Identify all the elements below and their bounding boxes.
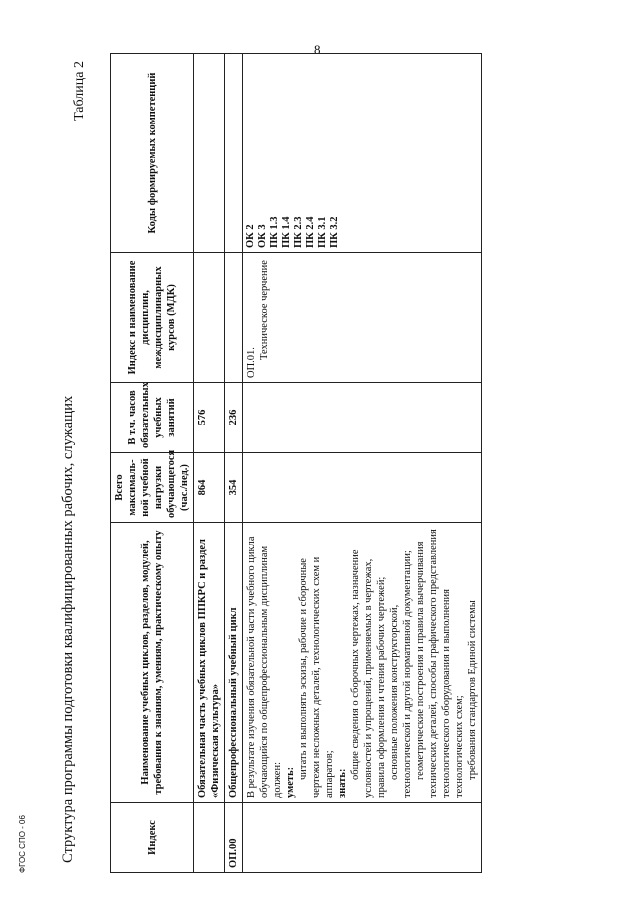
page-number: 8 xyxy=(314,42,321,57)
discipline-name: Техническое черчение xyxy=(259,260,270,360)
cell-discipline xyxy=(243,253,482,383)
document-title: Структура программы подготовки квалифицированных рабочих, служащих xyxy=(60,395,76,863)
competency-code: ПК 1.4 xyxy=(281,216,292,248)
table-row xyxy=(243,54,482,873)
requirements-intro: В результате изучения обязательной части учебного цикла обучающийся по общепрофессиональным дисциплинам должен: xyxy=(246,536,283,798)
cell-max-load: 354 xyxy=(225,453,243,523)
structure-table xyxy=(110,53,482,873)
discipline-code: ОП.01. xyxy=(246,347,257,378)
cell-required: 236 xyxy=(225,383,243,453)
competency-code: ПК 1.3 xyxy=(269,216,280,248)
competency-code: ПК 3.1 xyxy=(317,216,328,248)
cell-index xyxy=(194,803,225,873)
cell-required: 576 xyxy=(194,383,225,453)
cell-max-load: 864 xyxy=(194,453,225,523)
competency-code: ПК 2.4 xyxy=(305,216,316,248)
header-max-load: Всего максималь-ной учебной нагрузки обучающегося (час./нед.) xyxy=(111,453,194,523)
competency-code: ОК 2 xyxy=(245,224,256,248)
header-competencies: Коды формируемых компетенций xyxy=(111,54,194,253)
competency-code: ОК 3 xyxy=(257,224,268,248)
umet-label: уметь: xyxy=(285,766,296,798)
umet-item: читать и выполнять эскизы, рабочие и сборочные чертежи несложных деталей, технологических схем и аппаратов; xyxy=(298,556,335,798)
cell-required xyxy=(243,383,482,453)
competency-code: ПК 2.3 xyxy=(293,216,304,248)
cell-competencies xyxy=(243,54,482,253)
cell-max-load xyxy=(243,453,482,523)
cell-index xyxy=(243,803,482,873)
cell-competencies xyxy=(194,54,225,253)
header-required: В т.ч. часов обязательных учебных занятий xyxy=(111,383,194,453)
znat-label: знать: xyxy=(337,768,348,798)
znat-item: основные положения конструкторской, технологической и другой нормативной документации; xyxy=(389,550,413,798)
rotated-sheet xyxy=(60,53,605,873)
znat-item: требования стандартов Единой системы xyxy=(467,600,478,780)
footer-code: ФГОС СПО - 06 xyxy=(18,815,27,873)
header-index: Индекс xyxy=(111,803,194,873)
header-name: Наименование учебных циклов, разделов, модулей, требования к знаниям, умениям, практическому опыту xyxy=(111,523,194,803)
header-discipline: Индекс и наименование дисциплин, междисциплинарных курсов (МДК) xyxy=(111,253,194,383)
cell-discipline xyxy=(194,253,225,383)
cell-name: Общепрофессиональный учебный цикл xyxy=(225,523,243,803)
table-label: Таблица 2 xyxy=(72,61,87,121)
competency-code: ПК 3.2 xyxy=(329,216,340,248)
cell-name: Обязательная часть учебных циклов ППКРС и раздел «Физическая культура» xyxy=(194,523,225,803)
table-row xyxy=(194,54,225,873)
table-row xyxy=(225,54,243,873)
cell-requirements xyxy=(243,523,482,803)
znat-item: геометрические построения и правила вычерчивания технических деталей, способы графического представления технологического оборудования и выполнения технологических схем; xyxy=(415,529,465,798)
header-row xyxy=(111,54,194,873)
cell-discipline xyxy=(225,253,243,383)
cell-index: ОП.00 xyxy=(225,803,243,873)
znat-item: общие сведения о сборочных чертежах, назначение условностей и упрощений, применяемых в чертежах, правила оформления и чтения рабочих чертежей; xyxy=(350,549,387,798)
cell-competencies xyxy=(225,54,243,253)
